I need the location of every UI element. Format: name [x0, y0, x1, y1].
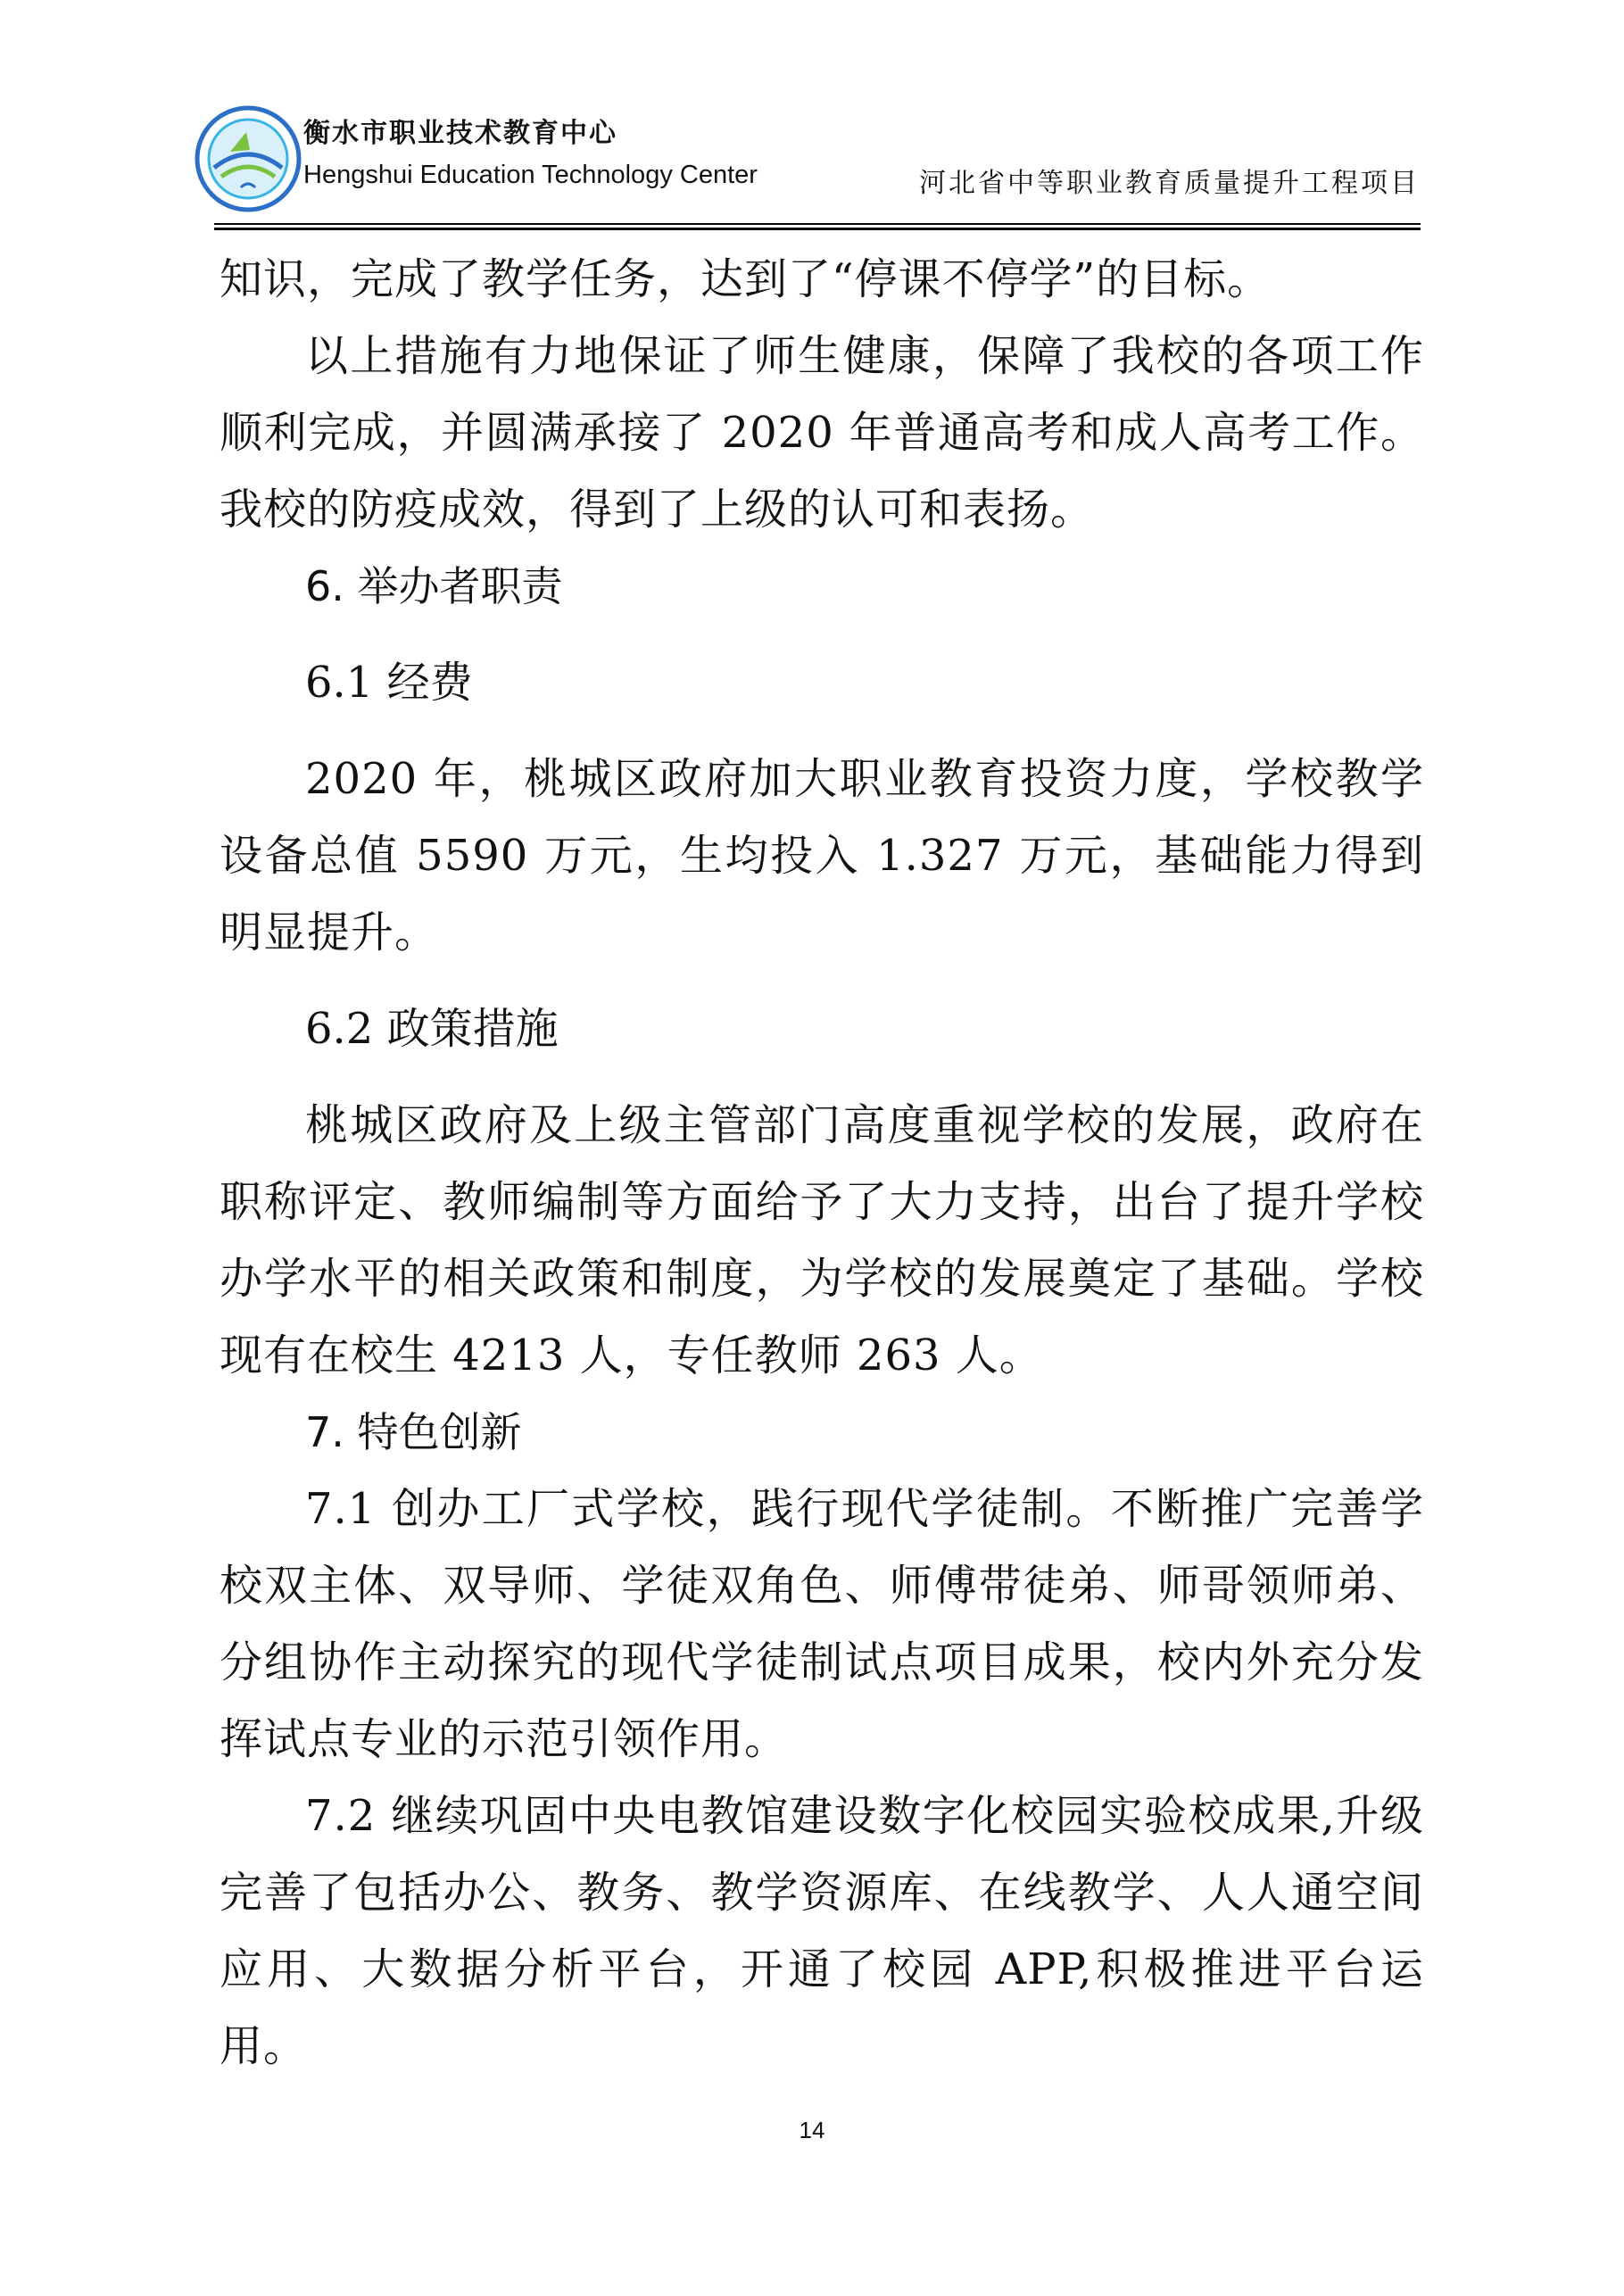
paragraph: 以上措施有力地保证了师生健康，保障了我校的各项工作顺利完成，并圆满承接了 2020 年普通高考和成人高考工作。我校的防疫成效，得到了上级的认可和表扬。 [220, 331, 1424, 535]
org-name-en: Hengshui Education Technology Center [303, 161, 758, 189]
paragraph: 7.2 继续巩固中央电教馆建设数字化校园实验校成果,升级完善了包括办公、教务、教学资源库、在线教学、人人通空间应用、大数据分析平台，开通了校园 APP,积极推进平台运用。 [220, 1791, 1424, 2071]
paragraph: 桃城区政府及上级主管部门高度重视学校的发展，政府在职称评定、教师编制等方面给予了大力支持，出台了提升学校办学水平的相关政策和制度，为学校的发展奠定了基础。学校现有在校生 4213 人，专任教师 263 人。 [220, 1100, 1424, 1380]
page-number: 14 [799, 2117, 825, 2143]
document-body [220, 241, 1424, 2085]
paragraph: 知识，完成了教学任务，达到了“停课不停学”的目标。 [220, 254, 1272, 304]
subsection-heading: 6.1 经费 [305, 658, 473, 708]
header-divider-thick [214, 228, 1421, 230]
paragraph: 2020 年，桃城区政府加大职业教育投资力度，学校教学设备总值 5590 万元，生均投入 1.327 万元，基础能力得到明显提升。 [220, 754, 1424, 957]
paragraph: 7.1 创办工厂式学校，践行现代学徒制。不断推广完善学校双主体、双导师、学徒双角色、师傅带徒弟、师哥领师弟、分组协作主动探究的现代学徒制试点项目成果，校内外充分发挥试点专业的示范引领作用。 [220, 1484, 1424, 1764]
page-header [0, 0, 1624, 232]
org-name-cn: 衡水市职业技术教育中心 [303, 118, 617, 149]
section-heading: 7. 特色创新 [305, 1408, 522, 1456]
subsection-heading: 6.2 政策措施 [305, 1004, 559, 1054]
header-divider-thin [214, 223, 1421, 225]
section-heading: 6. 举办者职责 [305, 562, 563, 610]
school-emblem-icon [195, 105, 302, 212]
project-title: 河北省中等职业教育质量提升工程项目 [919, 168, 1420, 199]
